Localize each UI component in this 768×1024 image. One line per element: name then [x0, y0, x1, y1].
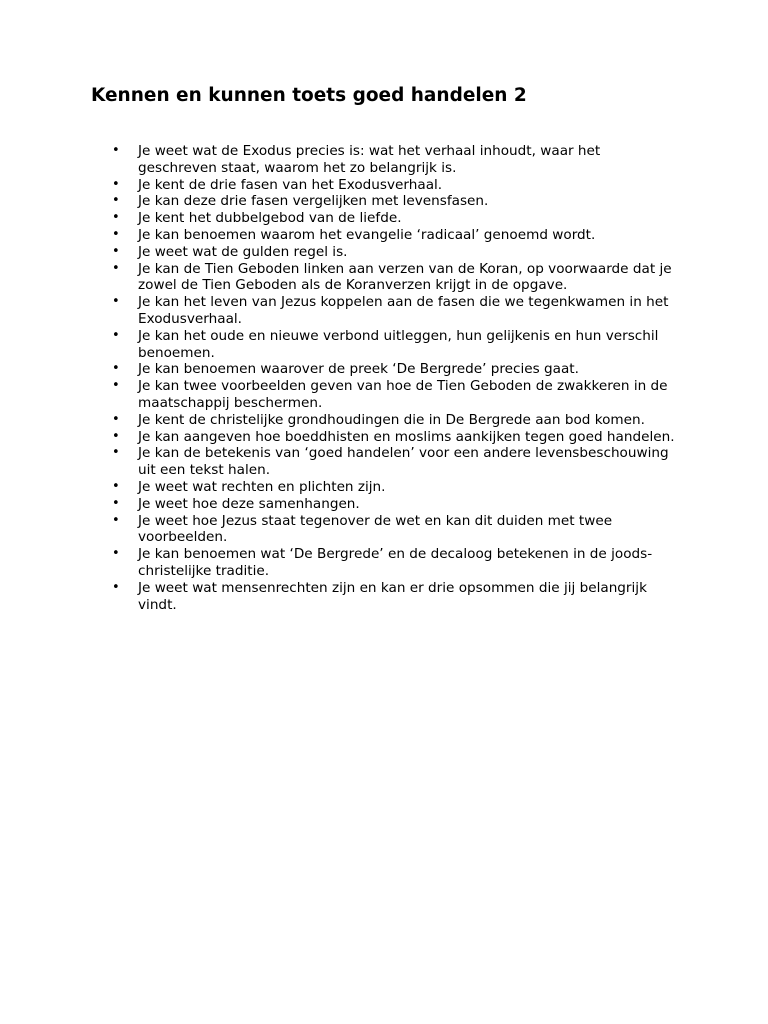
list-item-text: Je kent het dubbelgebod van de liefde. — [138, 210, 402, 227]
list-item — [0, 513, 683, 547]
list-item-text: Je kan de Tien Geboden linken aan verzen van de Koran, op voorwaarde dat je zowel de Tien Geboden als de Koranverzen krijgt in de opgave. — [138, 260, 672, 294]
list-item — [0, 294, 683, 328]
bullet-icon: • — [112, 226, 120, 242]
list-item — [0, 244, 683, 261]
bullet-icon: • — [112, 478, 120, 494]
bullet-icon: • — [112, 243, 120, 259]
list-item-text: Je kan twee voorbeelden geven van hoe de Tien Geboden de zwakkeren in de maatschappij beschermen. — [138, 378, 668, 411]
list-item — [0, 378, 683, 412]
bullet-icon: • — [112, 579, 120, 595]
bullet-icon: • — [112, 445, 120, 461]
list-item — [0, 261, 683, 295]
list-item-text: Je weet wat mensenrechten zijn en kan er drie opsommen die jij belangrijk vindt. — [138, 579, 647, 613]
bullet-icon: • — [112, 512, 120, 528]
list-item-text: Je kan het oude en nieuwe verbond uitleggen, hun gelijkenis en hun verschil benoemen. — [138, 327, 659, 361]
list-item — [0, 328, 683, 362]
list-item — [0, 227, 683, 244]
bullet-icon: • — [112, 260, 120, 276]
bullet-icon: • — [112, 546, 120, 562]
list-item — [0, 361, 683, 378]
list-item — [0, 193, 683, 210]
bullet-icon: • — [112, 294, 120, 310]
list-item-text: Je weet wat de Exodus precies is: wat het verhaal inhoudt, waar het geschreven staat, waarom het zo belangrijk is. — [138, 143, 601, 176]
list-item — [0, 210, 683, 227]
bullet-list — [0, 143, 768, 613]
list-item — [0, 546, 683, 580]
list-item-text: Je weet hoe deze samenhangen. — [138, 495, 360, 512]
bullet-icon: • — [112, 428, 120, 444]
bullet-icon: • — [112, 361, 120, 377]
list-item-text: Je kent de christelijke grondhoudingen die in De Bergrede aan bod komen. — [138, 411, 645, 428]
list-item-text: Je weet wat de gulden regel is. — [138, 243, 348, 260]
list-item — [0, 445, 683, 479]
bullet-icon: • — [112, 210, 120, 226]
list-item-text: Je kan deze drie fasen vergelijken met levensfasen. — [138, 193, 489, 210]
list-item-text: Je kan het leven van Jezus koppelen aan de fasen die we tegenkwamen in het Exodusverhaal. — [138, 294, 669, 327]
list-item — [0, 496, 683, 513]
list-item-text: Je kan benoemen wat ‘De Bergrede’ en de decaloog betekenen in de joods-christelijke traditie. — [138, 546, 653, 579]
bullet-icon: • — [112, 143, 120, 158]
list-item — [0, 429, 683, 446]
bullet-icon: • — [112, 411, 120, 427]
list-item — [0, 479, 683, 496]
list-item-text: Je weet hoe Jezus staat tegenover de wet en kan dit duiden met twee voorbeelden. — [138, 512, 613, 546]
list-item-text: Je kan benoemen waarom het evangelie ‘radicaal’ genoemd wordt. — [138, 226, 596, 243]
list-item — [0, 580, 683, 614]
bullet-icon: • — [112, 378, 120, 394]
list-item — [0, 177, 683, 194]
list-item — [0, 143, 683, 177]
bullet-icon: • — [112, 327, 120, 343]
bullet-icon: • — [112, 176, 120, 192]
list-item-text: Je kent de drie fasen van het Exodusverhaal. — [138, 176, 443, 193]
bullet-icon: • — [112, 495, 120, 511]
list-item-text: Je kan benoemen waarover de preek ‘De Bergrede’ precies gaat. — [138, 361, 579, 378]
list-item-text: Je weet wat rechten en plichten zijn. — [138, 478, 386, 495]
list-item — [0, 412, 683, 429]
list-item-text: Je kan aangeven hoe boeddhisten en moslims aankijken tegen goed handelen. — [138, 428, 675, 445]
list-item-text: Je kan de betekenis van ‘goed handelen’ voor een andere levensbeschouwing uit een tekst halen. — [138, 445, 669, 479]
page-title: Kennen en kunnen toets goed handelen 2 — [91, 85, 527, 106]
bullet-icon: • — [112, 193, 120, 209]
